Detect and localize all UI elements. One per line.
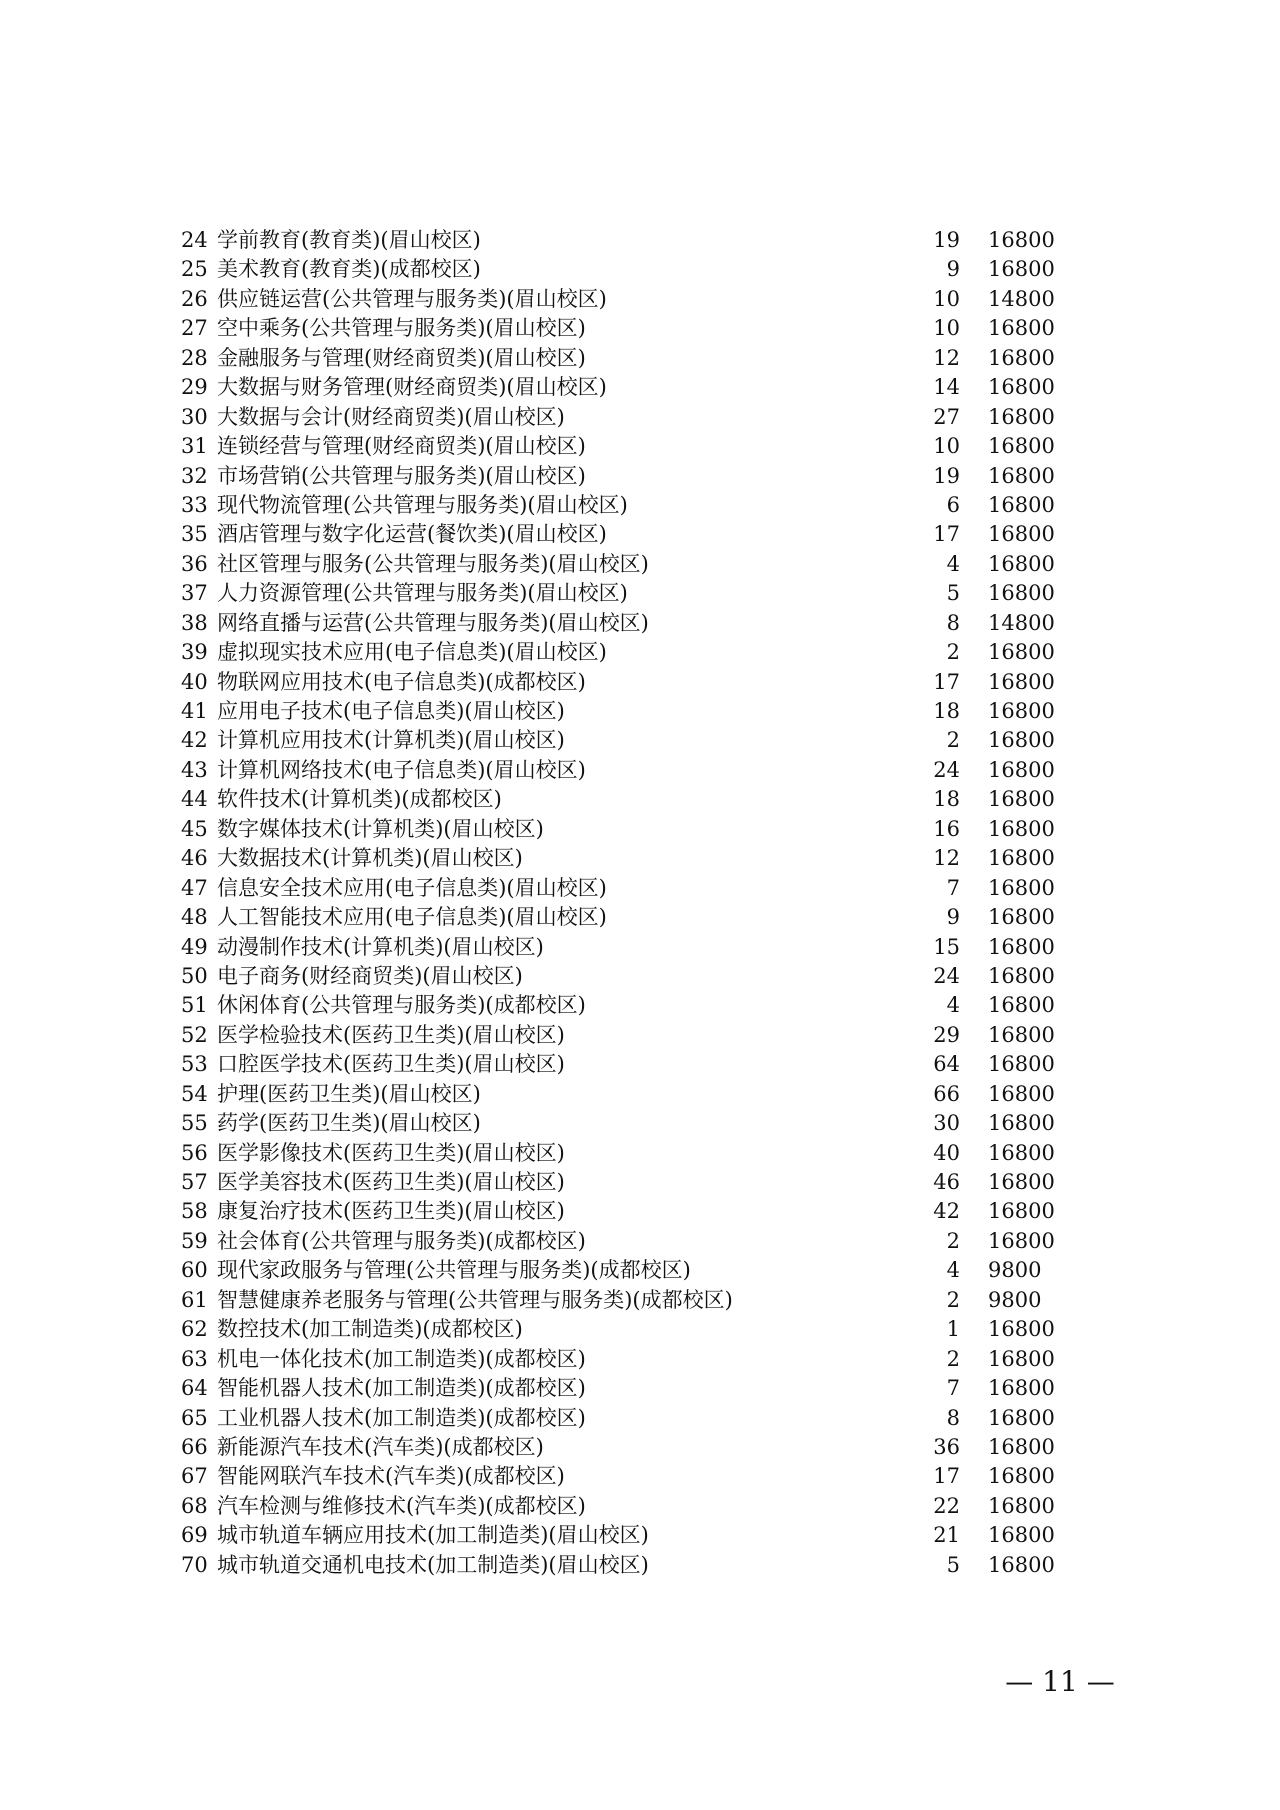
enrollment-count: 17 [933, 669, 960, 694]
list-item [0, 1139, 1280, 1168]
enrollment-count: 2 [946, 640, 960, 665]
enrollment-count: 12 [933, 345, 960, 370]
tuition-fee: 16800 [988, 1376, 1055, 1401]
tuition-fee: 16800 [988, 1199, 1055, 1224]
enrollment-count: 2 [946, 728, 960, 753]
enrollment-count: 4 [946, 1258, 960, 1283]
page-number: — 11 — [1005, 1665, 1115, 1698]
list-item [0, 1286, 1280, 1315]
enrollment-count: 42 [933, 1199, 960, 1224]
tuition-fee: 16800 [988, 257, 1055, 282]
row-number: 59 [181, 1228, 208, 1253]
row-number: 31 [181, 434, 208, 459]
tuition-fee: 16800 [988, 699, 1055, 723]
list-item [0, 1433, 1280, 1462]
list-item [0, 462, 1280, 491]
program-name: 城市轨道车辆应用技术(加工制造类)(眉山校区) [217, 1523, 649, 1548]
list-item [0, 874, 1280, 903]
enrollment-count: 8 [946, 1405, 960, 1430]
list-item [0, 697, 1280, 726]
tuition-fee: 16800 [988, 1081, 1055, 1106]
tuition-fee: 16800 [988, 963, 1055, 988]
tuition-fee: 16800 [988, 669, 1055, 694]
list-item [0, 1021, 1280, 1050]
enrollment-count: 5 [946, 581, 960, 606]
tuition-fee: 16800 [988, 522, 1055, 547]
row-number: 41 [181, 699, 208, 723]
tuition-fee: 16800 [988, 1170, 1055, 1194]
program-name: 计算机网络技术(电子信息类)(眉山校区) [217, 757, 586, 782]
program-name: 药学(医药卫生类)(眉山校区) [217, 1111, 481, 1136]
enrollment-count: 7 [946, 1376, 960, 1401]
list-item [0, 962, 1280, 991]
program-name: 软件技术(计算机类)(成都校区) [217, 787, 502, 812]
program-name: 大数据技术(计算机类)(眉山校区) [217, 846, 523, 871]
program-name: 应用电子技术(电子信息类)(眉山校区) [217, 699, 565, 723]
list-item [0, 1315, 1280, 1344]
row-number: 57 [181, 1170, 208, 1194]
list-item [0, 344, 1280, 373]
row-number: 63 [181, 1346, 208, 1371]
list-item [0, 815, 1280, 844]
tuition-fee: 16800 [988, 404, 1055, 429]
enrollment-count: 2 [946, 1228, 960, 1253]
tuition-fee: 16800 [988, 1022, 1055, 1047]
tuition-fee: 16800 [988, 1228, 1055, 1253]
program-name: 供应链运营(公共管理与服务类)(眉山校区) [217, 286, 607, 311]
enrollment-count: 10 [933, 316, 960, 341]
enrollment-count: 22 [933, 1493, 960, 1518]
program-list [0, 226, 1280, 1580]
enrollment-count: 46 [933, 1170, 960, 1194]
enrollment-count: 2 [946, 1346, 960, 1371]
list-item [0, 1404, 1280, 1433]
row-number: 62 [181, 1317, 208, 1342]
row-number: 55 [181, 1111, 208, 1136]
enrollment-count: 66 [933, 1081, 960, 1106]
list-item [0, 1492, 1280, 1521]
row-number: 38 [181, 610, 208, 635]
enrollment-count: 36 [933, 1434, 960, 1459]
list-item [0, 520, 1280, 549]
list-item [0, 638, 1280, 667]
row-number: 67 [181, 1464, 208, 1489]
enrollment-count: 14 [933, 375, 960, 400]
program-name: 现代家政服务与管理(公共管理与服务类)(成都校区) [217, 1258, 691, 1283]
tuition-fee: 16800 [988, 551, 1055, 576]
row-number: 40 [181, 669, 208, 694]
list-item [0, 373, 1280, 402]
list-item [0, 1551, 1280, 1580]
enrollment-count: 2 [946, 1287, 960, 1312]
tuition-fee: 16800 [988, 316, 1055, 341]
program-name: 现代物流管理(公共管理与服务类)(眉山校区) [217, 492, 628, 517]
program-name: 城市轨道交通机电技术(加工制造类)(眉山校区) [217, 1552, 649, 1577]
program-name: 大数据与财务管理(财经商贸类)(眉山校区) [217, 375, 607, 400]
enrollment-count: 17 [933, 522, 960, 547]
row-number: 43 [181, 757, 208, 782]
program-name: 社会体育(公共管理与服务类)(成都校区) [217, 1228, 586, 1253]
tuition-fee: 16800 [988, 1317, 1055, 1342]
list-item [0, 668, 1280, 697]
program-name: 动漫制作技术(计算机类)(眉山校区) [217, 934, 544, 959]
enrollment-count: 40 [933, 1140, 960, 1165]
row-number: 58 [181, 1199, 208, 1224]
list-item [0, 1256, 1280, 1285]
enrollment-count: 16 [933, 816, 960, 841]
tuition-fee: 16800 [988, 993, 1055, 1018]
list-item [0, 844, 1280, 873]
row-number: 56 [181, 1140, 208, 1165]
list-item [0, 903, 1280, 932]
row-number: 51 [181, 993, 208, 1018]
program-name: 电子商务(财经商贸类)(眉山校区) [217, 963, 523, 988]
program-name: 数控技术(加工制造类)(成都校区) [217, 1317, 523, 1342]
list-item [0, 1521, 1280, 1550]
program-name: 虚拟现实技术应用(电子信息类)(眉山校区) [217, 640, 607, 665]
row-number: 25 [181, 257, 208, 282]
list-item [0, 609, 1280, 638]
enrollment-count: 7 [946, 875, 960, 900]
tuition-fee: 16800 [988, 581, 1055, 606]
tuition-fee: 16800 [988, 934, 1055, 959]
list-item [0, 432, 1280, 461]
list-item [0, 1462, 1280, 1491]
program-name: 学前教育(教育类)(眉山校区) [217, 228, 481, 252]
tuition-fee: 16800 [988, 345, 1055, 370]
tuition-fee: 16800 [988, 1523, 1055, 1548]
list-item [0, 285, 1280, 314]
program-name: 医学检验技术(医药卫生类)(眉山校区) [217, 1022, 565, 1047]
row-number: 66 [181, 1434, 208, 1459]
program-name: 大数据与会计(财经商贸类)(眉山校区) [217, 404, 565, 429]
program-name: 医学美容技术(医药卫生类)(眉山校区) [217, 1170, 565, 1194]
row-number: 70 [181, 1552, 208, 1577]
list-item [0, 550, 1280, 579]
list-item [0, 491, 1280, 520]
enrollment-count: 4 [946, 551, 960, 576]
row-number: 32 [181, 463, 208, 488]
list-item [0, 756, 1280, 785]
program-name: 护理(医药卫生类)(眉山校区) [217, 1081, 481, 1106]
list-item [0, 1050, 1280, 1079]
row-number: 27 [181, 316, 208, 341]
program-name: 汽车检测与维修技术(汽车类)(成都校区) [217, 1493, 586, 1518]
row-number: 37 [181, 581, 208, 606]
program-name: 网络直播与运营(公共管理与服务类)(眉山校区) [217, 610, 649, 635]
enrollment-count: 29 [933, 1022, 960, 1047]
row-number: 60 [181, 1258, 208, 1283]
enrollment-count: 5 [946, 1552, 960, 1577]
program-name: 金融服务与管理(财经商贸类)(眉山校区) [217, 345, 586, 370]
list-item [0, 255, 1280, 284]
tuition-fee: 16800 [988, 1552, 1055, 1577]
program-name: 美术教育(教育类)(成都校区) [217, 257, 481, 282]
row-number: 33 [181, 492, 208, 517]
program-name: 休闲体育(公共管理与服务类)(成都校区) [217, 993, 586, 1018]
program-name: 机电一体化技术(加工制造类)(成都校区) [217, 1346, 586, 1371]
row-number: 24 [181, 228, 208, 252]
tuition-fee: 16800 [988, 1111, 1055, 1136]
program-name: 社区管理与服务(公共管理与服务类)(眉山校区) [217, 551, 649, 576]
tuition-fee: 9800 [988, 1258, 1042, 1283]
enrollment-count: 19 [933, 463, 960, 488]
list-item [0, 226, 1280, 255]
row-number: 68 [181, 1493, 208, 1518]
tuition-fee: 14800 [988, 610, 1055, 635]
row-number: 54 [181, 1081, 208, 1106]
tuition-fee: 16800 [988, 757, 1055, 782]
program-name: 空中乘务(公共管理与服务类)(眉山校区) [217, 316, 586, 341]
enrollment-count: 27 [933, 404, 960, 429]
tuition-fee: 16800 [988, 492, 1055, 517]
row-number: 64 [181, 1376, 208, 1401]
row-number: 44 [181, 787, 208, 812]
tuition-fee: 16800 [988, 1464, 1055, 1489]
tuition-fee: 9800 [988, 1287, 1042, 1312]
row-number: 48 [181, 905, 208, 930]
list-item [0, 579, 1280, 608]
tuition-fee: 16800 [988, 1052, 1055, 1077]
program-name: 物联网应用技术(电子信息类)(成都校区) [217, 669, 586, 694]
row-number: 53 [181, 1052, 208, 1077]
program-name: 信息安全技术应用(电子信息类)(眉山校区) [217, 875, 607, 900]
row-number: 65 [181, 1405, 208, 1430]
program-name: 数字媒体技术(计算机类)(眉山校区) [217, 816, 544, 841]
tuition-fee: 16800 [988, 816, 1055, 841]
list-item [0, 403, 1280, 432]
list-item [0, 1080, 1280, 1109]
row-number: 26 [181, 286, 208, 311]
row-number: 39 [181, 640, 208, 665]
list-item [0, 726, 1280, 755]
tuition-fee: 16800 [988, 1493, 1055, 1518]
program-name: 智能网联汽车技术(汽车类)(成都校区) [217, 1464, 565, 1489]
enrollment-count: 30 [933, 1111, 960, 1136]
row-number: 28 [181, 345, 208, 370]
tuition-fee: 16800 [988, 375, 1055, 400]
list-item [0, 1374, 1280, 1403]
enrollment-count: 24 [933, 963, 960, 988]
list-item [0, 1109, 1280, 1138]
enrollment-count: 17 [933, 1464, 960, 1489]
row-number: 36 [181, 551, 208, 576]
list-item [0, 1227, 1280, 1256]
row-number: 29 [181, 375, 208, 400]
tuition-fee: 16800 [988, 905, 1055, 930]
tuition-fee: 16800 [988, 434, 1055, 459]
program-name: 智慧健康养老服务与管理(公共管理与服务类)(成都校区) [217, 1287, 733, 1312]
enrollment-count: 15 [933, 934, 960, 959]
list-item [0, 314, 1280, 343]
tuition-fee: 16800 [988, 463, 1055, 488]
program-name: 酒店管理与数字化运营(餐饮类)(眉山校区) [217, 522, 607, 547]
enrollment-count: 21 [933, 1523, 960, 1548]
row-number: 49 [181, 934, 208, 959]
row-number: 52 [181, 1022, 208, 1047]
program-name: 口腔医学技术(医药卫生类)(眉山校区) [217, 1052, 565, 1077]
row-number: 35 [181, 522, 208, 547]
list-item [0, 1197, 1280, 1226]
row-number: 69 [181, 1523, 208, 1548]
row-number: 47 [181, 875, 208, 900]
enrollment-count: 6 [946, 492, 960, 517]
tuition-fee: 16800 [988, 1140, 1055, 1165]
enrollment-count: 10 [933, 286, 960, 311]
enrollment-count: 1 [946, 1317, 960, 1342]
tuition-fee: 16800 [988, 1405, 1055, 1430]
tuition-fee: 16800 [988, 1434, 1055, 1459]
tuition-fee: 14800 [988, 286, 1055, 311]
enrollment-count: 9 [946, 905, 960, 930]
program-name: 人工智能技术应用(电子信息类)(眉山校区) [217, 905, 607, 930]
row-number: 61 [181, 1287, 208, 1312]
tuition-fee: 16800 [988, 875, 1055, 900]
tuition-fee: 16800 [988, 787, 1055, 812]
program-name: 新能源汽车技术(汽车类)(成都校区) [217, 1434, 544, 1459]
enrollment-count: 18 [933, 787, 960, 812]
row-number: 30 [181, 404, 208, 429]
enrollment-count: 10 [933, 434, 960, 459]
tuition-fee: 16800 [988, 1346, 1055, 1371]
enrollment-count: 19 [933, 228, 960, 252]
list-item [0, 1168, 1280, 1197]
row-number: 42 [181, 728, 208, 753]
program-name: 智能机器人技术(加工制造类)(成都校区) [217, 1376, 586, 1401]
enrollment-count: 24 [933, 757, 960, 782]
list-item [0, 785, 1280, 814]
program-name: 市场营销(公共管理与服务类)(眉山校区) [217, 463, 586, 488]
row-number: 50 [181, 963, 208, 988]
row-number: 45 [181, 816, 208, 841]
enrollment-count: 4 [946, 993, 960, 1018]
enrollment-count: 64 [933, 1052, 960, 1077]
tuition-fee: 16800 [988, 728, 1055, 753]
tuition-fee: 16800 [988, 846, 1055, 871]
enrollment-count: 8 [946, 610, 960, 635]
list-item [0, 1345, 1280, 1374]
program-name: 人力资源管理(公共管理与服务类)(眉山校区) [217, 581, 628, 606]
program-name: 医学影像技术(医药卫生类)(眉山校区) [217, 1140, 565, 1165]
tuition-fee: 16800 [988, 228, 1055, 252]
list-item [0, 933, 1280, 962]
enrollment-count: 18 [933, 699, 960, 723]
row-number: 46 [181, 846, 208, 871]
program-name: 工业机器人技术(加工制造类)(成都校区) [217, 1405, 586, 1430]
enrollment-count: 12 [933, 846, 960, 871]
enrollment-count: 9 [946, 257, 960, 282]
program-name: 计算机应用技术(计算机类)(眉山校区) [217, 728, 565, 753]
list-item [0, 991, 1280, 1020]
program-name: 康复治疗技术(医药卫生类)(眉山校区) [217, 1199, 565, 1224]
tuition-fee: 16800 [988, 640, 1055, 665]
program-name: 连锁经营与管理(财经商贸类)(眉山校区) [217, 434, 586, 459]
